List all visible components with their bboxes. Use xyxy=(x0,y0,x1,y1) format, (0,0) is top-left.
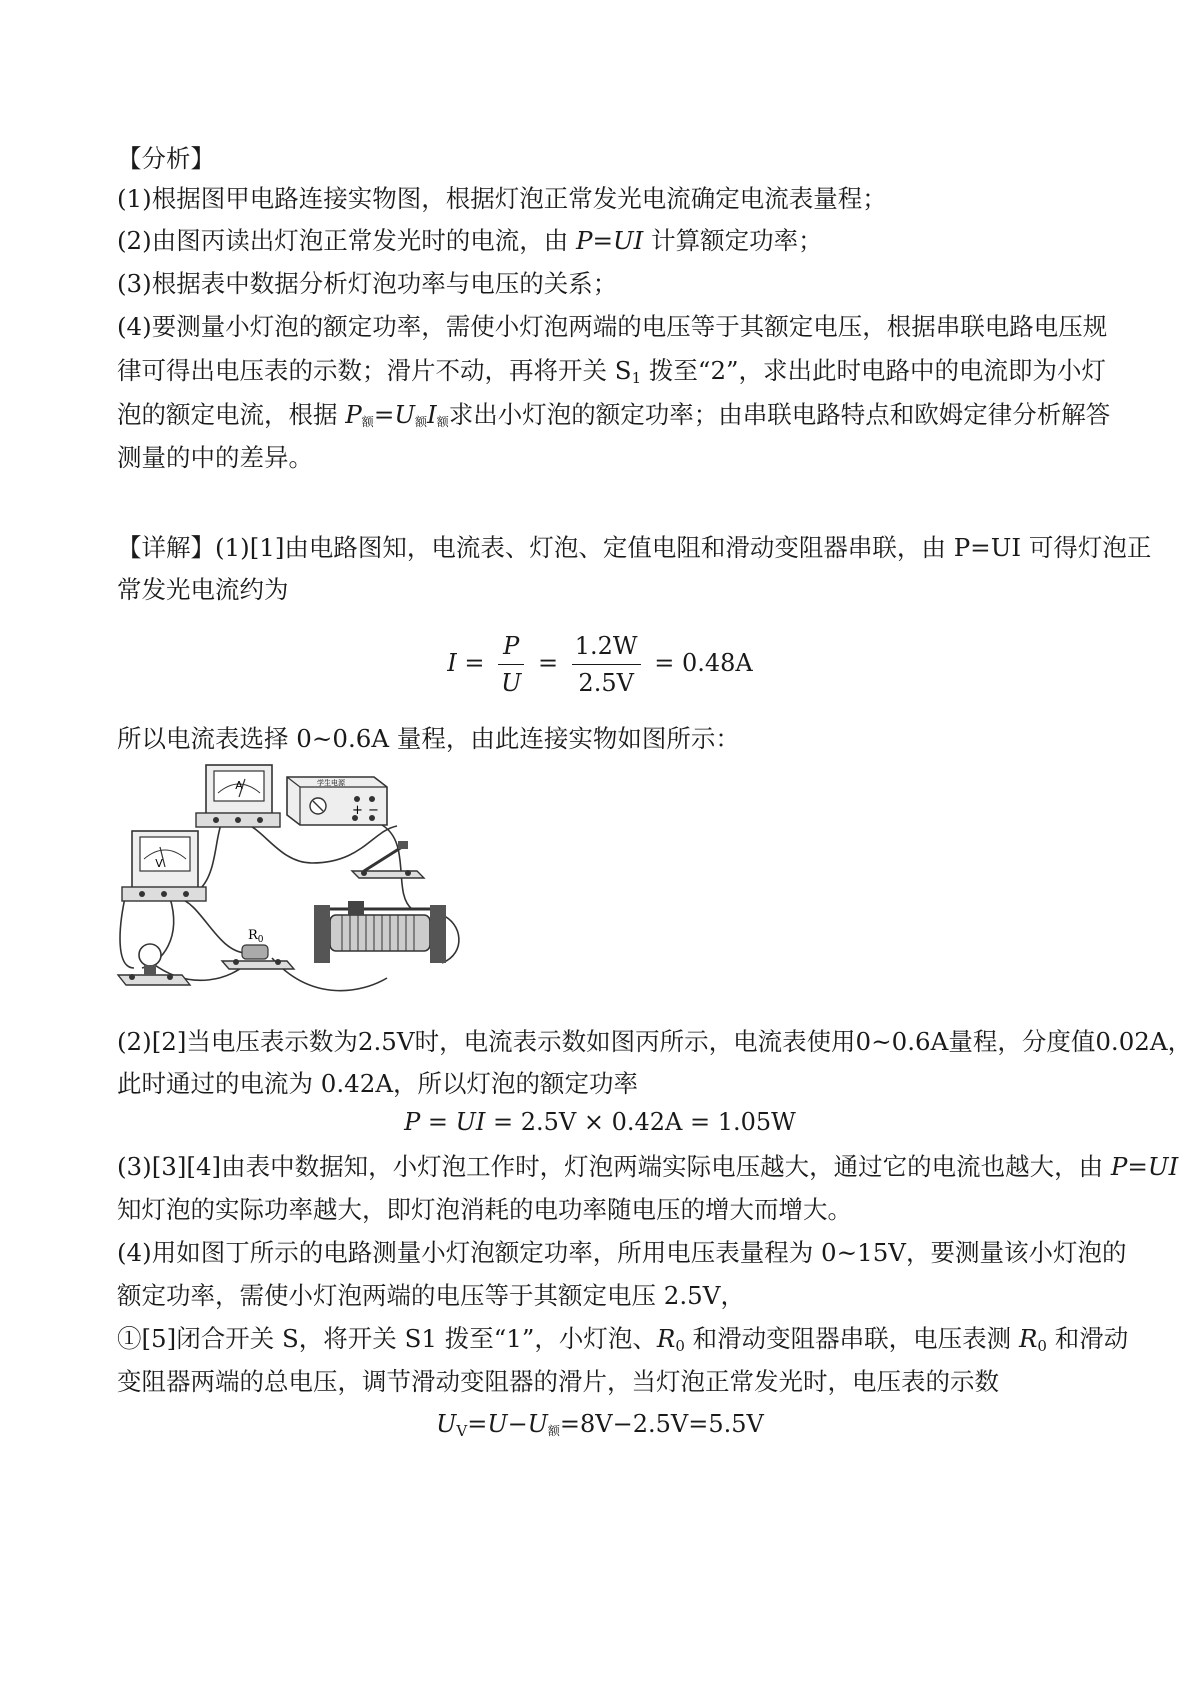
analysis-paragraph-4-line-2: 律可得出电压表的示数；滑片不动，再将开关 $S_1$ 拨至“2”，求出此时电路中的电流即为小灯 xyxy=(117,356,1107,387)
equation-power: P = UI = 2.5V × 0.42A = 1.05W xyxy=(404,1108,796,1136)
analysis-heading: 【分析】 xyxy=(117,144,215,173)
ammeter-label: A xyxy=(235,779,243,792)
analysis-paragraph-3: (3)根据表中数据分析灯泡功率与电压的关系； xyxy=(117,269,618,298)
analysis-paragraph-4-line-4: 测量的中的差异。 xyxy=(117,443,313,472)
formula-p-ui: P=UI xyxy=(576,226,644,255)
detail-line-11: 变阻器两端的总电压，调节滑动变阻器的滑片，当灯泡正常发光时，电压表的示数 xyxy=(117,1367,999,1396)
voltmeter-label: V xyxy=(155,857,163,870)
fraction-p-over-u: $\frac{P}{U}$ xyxy=(498,632,524,697)
analysis-paragraph-4-line-1: (4)要测量小灯泡的额定功率，需使小灯泡两端的电压等于其额定电压，根据串联电路电压规 xyxy=(117,312,1108,341)
detail-line-8: (4)用如图丁所示的电路测量小灯泡额定功率，所用电压表量程为 0~15V，要测量该小灯泡的 xyxy=(117,1238,1127,1267)
detail-line-5: 此时通过的电流为 0.42A，所以灯泡的额定功率 xyxy=(117,1069,639,1098)
detail-line-7: 知灯泡的实际功率越大，即灯泡消耗的电功率随电压的增大而增大。 xyxy=(117,1195,852,1224)
detail-line-4: (2)[2]当电压表示数为2.5V时，电流表示数如图丙所示，电流表使用0~0.6A量程，分度值0.02A， xyxy=(117,1027,1193,1056)
detail-line-6: (3)[3][4]由表中数据知，小灯泡工作时，灯泡两端实际电压越大，通过它的电流也越大，由 P=UI xyxy=(117,1152,1179,1181)
detail-line-3: 所以电流表选择 0~0.6A 量程，由此连接实物如图所示： xyxy=(117,724,740,753)
fraction-values: $\frac{1.2W}{2.5V}$ xyxy=(572,632,641,697)
detail-line-10: ①[5]闭合开关 S，将开关 S1 拨至“1”，小灯泡、$R_0$ 和滑动变阻器串联，电压表测 $R_0$ 和滑动 xyxy=(117,1324,1129,1355)
voltmeter xyxy=(122,831,206,901)
analysis-paragraph-2: (2)由图丙读出灯泡正常发光时的电流，由 P=UI 计算额定功率； xyxy=(117,226,823,255)
equation-voltmeter: $U_V=U-U_额=8V-2.5V=5.5V$ xyxy=(436,1410,764,1440)
plus-sign: + xyxy=(352,803,363,818)
detail-line-9: 额定功率，需使小灯泡两端的电压等于其额定电压 2.5V， xyxy=(117,1281,745,1310)
minus-sign: − xyxy=(368,803,379,818)
light-bulb xyxy=(118,944,190,985)
sliding-rheostat xyxy=(314,901,446,963)
circuit-wiring-figure xyxy=(112,763,492,1007)
ammeter xyxy=(196,765,280,827)
resistor-label: $R_0$ xyxy=(248,928,264,945)
detail-line-1: 【详解】(1)[1]由电路图知，电流表、灯泡、定值电阻和滑动变阻器串联，由 P=UI 可得灯泡正 xyxy=(117,533,1152,562)
analysis-paragraph-4-line-3: 泡的额定电流，根据 $P_额=U_额I_额$求出小灯泡的额定功率；由串联电路特点和欧姆定律分析解答 xyxy=(117,400,1111,429)
equation-current: I = $\frac{P}{U}$ = $\frac{1.2W}{2.5V}$ = 0.48A xyxy=(447,632,753,697)
analysis-paragraph-1: (1)根据图甲电路连接实物图，根据灯泡正常发光电流确定电流表量程； xyxy=(117,184,887,213)
power-supply-label: 学生电源 xyxy=(317,779,345,787)
detail-line-2: 常发光电流约为 xyxy=(117,575,289,604)
